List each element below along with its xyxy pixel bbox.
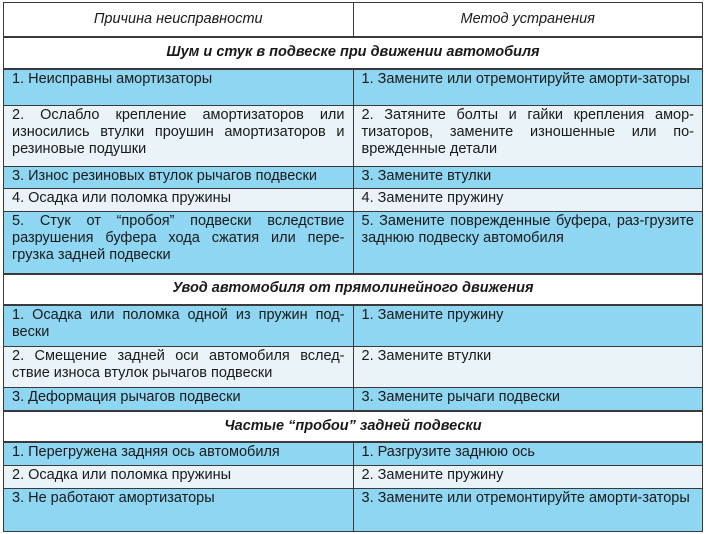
table-row bbox=[4, 388, 703, 412]
remedy-cell: 2. Затяните болты и гайки крепления амор-тизаторов, замените изношенные или по-врежденные детали bbox=[353, 105, 703, 166]
remedy-cell: 1. Замените пружину bbox=[353, 305, 703, 347]
cause-cell: 5. Стук от “пробоя” подвески вследствие разрушения буфера хода сжатия или пере-грузка задней подвески bbox=[4, 211, 354, 273]
header-remedy: Метод устранения bbox=[353, 3, 703, 38]
section-title: Частые “пробои” задней подвески bbox=[4, 411, 703, 442]
remedy-cell: 3. Замените втулки bbox=[353, 166, 703, 189]
table-row bbox=[4, 189, 703, 212]
section-title-row bbox=[4, 37, 703, 68]
remedy-cell: 2. Замените втулки bbox=[353, 347, 703, 388]
table-row bbox=[4, 69, 703, 106]
cause-cell: 2. Смещение задней оси автомобиля вслед-ствие износа втулок рычагов подвески bbox=[4, 347, 354, 388]
remedy-cell: 3. Замените рычаги подвески bbox=[353, 388, 703, 412]
cause-cell: 2. Ослабло крепление амортизаторов или износились втулки проушин амортизаторов и резиновые подушки bbox=[4, 105, 354, 166]
header-row bbox=[4, 3, 703, 38]
table-row bbox=[4, 442, 703, 466]
table-row bbox=[4, 347, 703, 388]
table-row bbox=[4, 305, 703, 347]
remedy-cell: 4. Замените пружину bbox=[353, 189, 703, 212]
table-row bbox=[4, 211, 703, 273]
cause-cell: 1. Осадка или поломка одной из пружин под-вески bbox=[4, 305, 354, 347]
remedy-cell: 1. Разгрузите заднюю ось bbox=[353, 442, 703, 466]
cause-cell: 3. Деформация рычагов подвески bbox=[4, 388, 354, 412]
cause-cell: 1. Неисправны амортизаторы bbox=[4, 69, 354, 106]
table-row bbox=[4, 466, 703, 489]
cause-cell: 3. Износ резиновых втулок рычагов подвески bbox=[4, 166, 354, 189]
cause-cell: 2. Осадка или поломка пружины bbox=[4, 466, 354, 489]
table-row bbox=[4, 488, 703, 531]
section-title-row bbox=[4, 274, 703, 305]
remedy-cell: 1. Замените или отремонтируйте аморти-заторы bbox=[353, 69, 703, 106]
remedy-cell: 3. Замените или отремонтируйте аморти-заторы bbox=[353, 488, 703, 531]
cause-cell: 1. Перегружена задняя ось автомобиля bbox=[4, 442, 354, 466]
remedy-cell: 2. Замените пружину bbox=[353, 466, 703, 489]
section-title: Шум и стук в подвеске при движении автомобиля bbox=[4, 37, 703, 68]
fault-table bbox=[3, 2, 703, 532]
table-row bbox=[4, 166, 703, 189]
section-title: Увод автомобиля от прямолинейного движения bbox=[4, 274, 703, 305]
section-title-row bbox=[4, 411, 703, 442]
remedy-cell: 5. Замените поврежденные буфера, раз-грузите заднюю подвеску автомобиля bbox=[353, 211, 703, 273]
cause-cell: 4. Осадка или поломка пружины bbox=[4, 189, 354, 212]
cause-cell: 3. Не работают амортизаторы bbox=[4, 488, 354, 531]
header-cause: Причина неисправности bbox=[4, 3, 354, 38]
table-row bbox=[4, 105, 703, 166]
